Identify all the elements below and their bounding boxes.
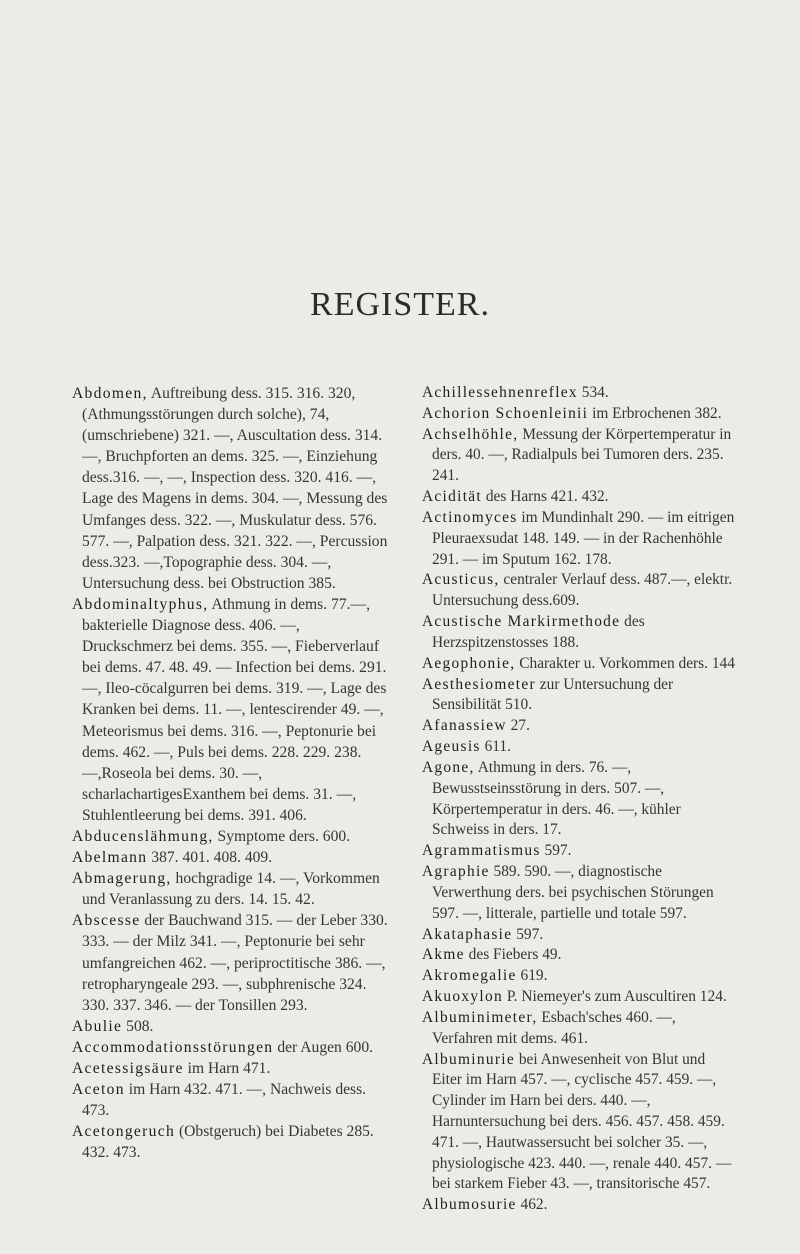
index-entry: [72, 1079, 390, 1121]
index-entry: [422, 1195, 738, 1216]
index-term: Akataphasie: [422, 925, 513, 943]
index-entry: [422, 841, 738, 862]
index-entry: [72, 1016, 390, 1037]
index-term: Akromegalie: [422, 967, 517, 985]
index-entry: [422, 1008, 738, 1050]
index-term: Agone,: [422, 758, 475, 776]
index-entry: [422, 487, 738, 508]
index-entry: [72, 1058, 390, 1079]
index-entry: [422, 383, 738, 404]
index-term: Achorion Schoenleinii: [422, 404, 589, 422]
index-references: hochgradige 14. —, Vorkommen und Veranlassung zu ders. 14. 15. 42.: [82, 870, 380, 909]
index-references: centraler Verlauf dess. 487.—, elektr. Untersuchung dess.609.: [432, 571, 733, 610]
index-column-left: [72, 383, 390, 1163]
index-term: Achillessehnenreflex: [422, 384, 578, 401]
index-term: Abelmann: [72, 849, 148, 867]
index-entry: [422, 508, 738, 570]
index-references: Auftreibung dess. 315. 316. 320,(Athmungsstörungen durch solche), 74, (umschriebene) 321. —, Auscultation dess. 314. —, Bruchpforten an dems. 325. —, Einziehung dess.316. —, —, Inspection dess. 320. 416. —, Lage des Magens in dems. 304. —, Messung des Umfanges dess. 322. —, Muskulatur dess. 576. 577. —, Palpation dess. 321. 322. —, Percussion dess.323. —,Topographie dess. 304. —, Untersuchung dess. bei Obstruction 385.: [82, 385, 388, 592]
index-column-right: [422, 383, 738, 1216]
index-entry: [72, 383, 390, 594]
index-term: Actinomyces: [422, 508, 518, 526]
index-references: im Harn 432. 471. —, Nachweis dess. 473.: [82, 1081, 367, 1120]
index-references: 597.: [516, 925, 544, 943]
index-references: bei Anwesenheit von Blut und Eiter im Harn 457. —, cyclische 457. 459. —, Cylinder im Harn bei ders. 440. —, Harnuntersuchung bei ders. 456. 457. 458. 459. 471. —, Hautwassersucht bei solcher 35. —, physiologische 423. 440. —, renale 440. 457. — bei starkem Fieber 43. —, transitorische 457.: [432, 1050, 732, 1193]
index-term: Acetongeruch: [72, 1123, 176, 1141]
index-entry: [422, 737, 738, 758]
index-entry: [422, 570, 738, 612]
index-references: 462.: [520, 1196, 548, 1214]
index-references: P. Niemeyer's zum Auscultiren 124.: [506, 988, 727, 1006]
index-term: Abscesse: [72, 912, 141, 930]
index-references: Symptome ders. 600.: [217, 827, 351, 845]
index-term: Acusticus,: [422, 571, 500, 589]
index-term: Abdomen,: [72, 385, 148, 402]
index-entry: [422, 1050, 738, 1196]
index-references: des Herzspitzenstosses 188.: [432, 613, 645, 651]
index-references: des Fiebers 49.: [468, 946, 562, 964]
index-references: Messung der Körpertemperatur in ders. 40. —, Radialpuls bei Tumoren ders. 235. 241.: [432, 425, 732, 485]
index-references: Charakter u. Vorkommen ders. 144: [519, 654, 735, 672]
index-term: Aegophonie,: [422, 654, 516, 672]
index-entry: [422, 987, 738, 1008]
index-references: 619.: [520, 967, 548, 985]
index-term: Accommodationsstörungen: [72, 1038, 274, 1056]
index-references: 597.: [544, 842, 572, 860]
index-entry: [422, 966, 738, 987]
index-term: Akuoxylon: [422, 988, 503, 1006]
index-term: Abdominaltyphus,: [72, 595, 209, 613]
index-term: Abulie: [72, 1017, 123, 1035]
index-entry: [422, 945, 738, 966]
index-term: Abducenslähmung,: [72, 827, 214, 845]
index-entry: [72, 594, 390, 826]
index-references: 589. 590. —, diagnostische Verwerthung ders. bei psychischen Störungen 597. —, litterale, partielle und totale 597.: [432, 863, 714, 922]
index-references: Athmung in ders. 76. —, Bewusstseinsstörung in ders. 507. —, Körpertemperatur in ders. 46. —, kühler Schweiss in ders. 17.: [432, 758, 681, 839]
index-entry: [422, 758, 738, 841]
index-entry: [72, 910, 390, 1015]
index-references: 387. 401. 408. 409.: [151, 849, 273, 867]
index-references: 508.: [126, 1017, 154, 1035]
index-entry: [72, 826, 390, 847]
index-term: Aceton: [72, 1081, 125, 1099]
index-references: der Bauchwand 315. — der Leber 330. 333. — der Milz 341. —, Peptonurie bei sehr umfangreichen 462. —, periproctitische 386. —, retropharyngeale 293. —, subphrenische 324. 330. 337. 346. — der Tonsillen 293.: [82, 912, 388, 1014]
index-entry: [72, 847, 390, 868]
index-references: 534.: [581, 384, 609, 401]
index-entry: [422, 425, 738, 487]
index-entry: [422, 716, 738, 737]
index-term: Aesthesiometer: [422, 675, 536, 693]
index-references: zur Untersuchung der Sensibilität 510.: [432, 675, 674, 714]
index-entry: [422, 925, 738, 946]
index-references: 611.: [484, 738, 511, 756]
index-term: Akme: [422, 946, 465, 964]
index-references: im Mundinhalt 290. — im eitrigen Pleuraexsudat 148. 149. — in der Rachenhöhle 291. — im Sputum 162. 178.: [432, 508, 735, 568]
index-entry: [422, 612, 738, 654]
index-references: Esbach'sches 460. —, Verfahren mit dems. 461.: [432, 1008, 676, 1047]
index-term: Albumosurie: [422, 1196, 517, 1214]
index-term: Achselhöhle,: [422, 425, 519, 443]
index-term: Afanassiew: [422, 717, 507, 735]
index-entry: [72, 1121, 390, 1163]
index-term: Acidität: [422, 488, 482, 506]
index-entry: [422, 862, 738, 924]
index-term: Ageusis: [422, 738, 481, 756]
index-entry: [422, 654, 738, 675]
index-term: Albuminurie: [422, 1050, 515, 1068]
index-references: im Erbrochenen 382.: [592, 404, 722, 422]
index-entry: [72, 868, 390, 910]
index-term: Agraphie: [422, 863, 490, 881]
index-term: Agrammatismus: [422, 842, 541, 860]
index-references: Athmung in dems. 77.—, bakterielle Diagnose dess. 406. —, Druckschmerz bei dems. 355. —, Fieberverlauf bei dems. 47. 48. 49. — Infection bei dems. 291. —, Ileo-cöcalgurren bei dems. 319. —, Lage des Kranken bei dems. 11. —, lentescirender 49. —, Meteorismus bei dems. 316. —, Peptonurie bei dems. 462. —, Puls bei dems. 228. 229. 238. —,Roseola bei dems. 30. —, scharlachartigesExanthem bei dems. 31. —, Stuhlentleerung bei dems. 391. 406.: [82, 595, 387, 824]
index-references: der Augen 600.: [277, 1038, 374, 1056]
index-term: Abmagerung,: [72, 870, 172, 888]
index-entry: [72, 1037, 390, 1058]
index-term: Acetessigsäure: [72, 1060, 184, 1077]
index-references: 27.: [510, 717, 530, 735]
index-entry: [422, 404, 738, 425]
index-entry: [422, 675, 738, 717]
page-title: REGISTER.: [310, 286, 490, 323]
index-term: Albuminimeter,: [422, 1008, 538, 1026]
index-references: (Obstgeruch) bei Diabetes 285. 432. 473.: [82, 1123, 374, 1162]
index-term: Acustische Markirmethode: [422, 613, 621, 631]
index-references: des Harns 421. 432.: [485, 488, 609, 506]
index-references: im Harn 471.: [187, 1060, 271, 1077]
